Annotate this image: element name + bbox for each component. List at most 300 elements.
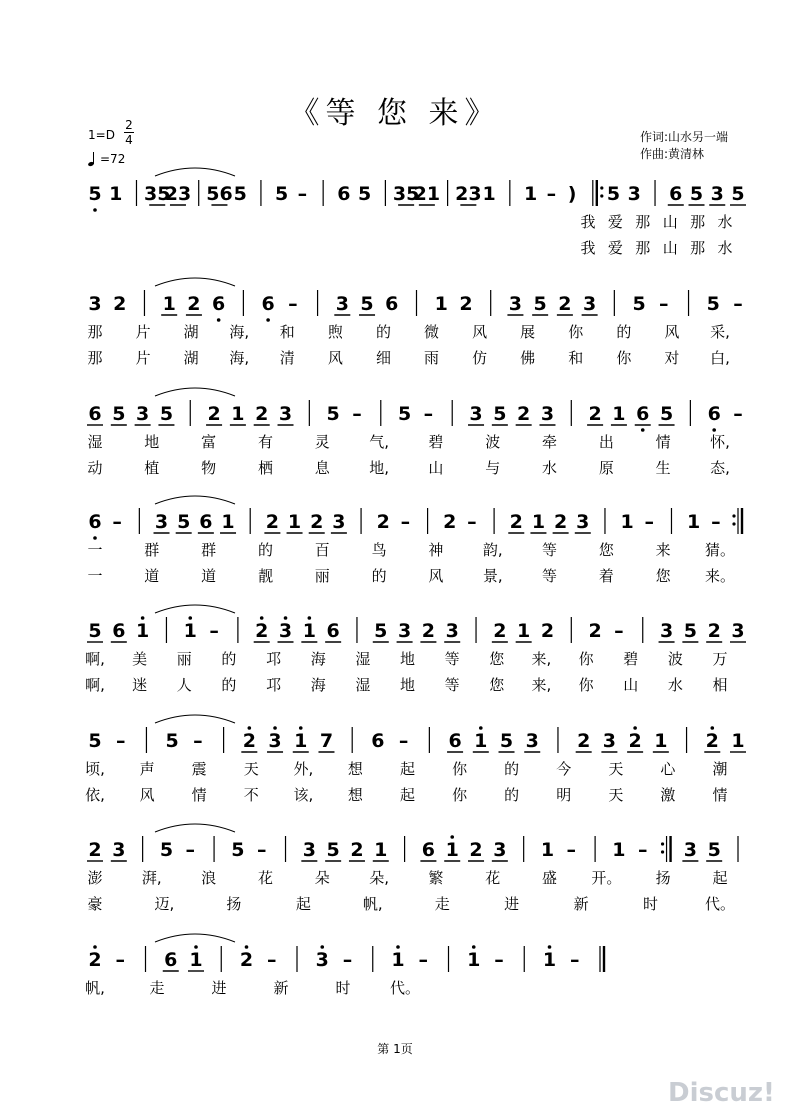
note: 5: [360, 293, 374, 315]
lyric-char: 情: [655, 433, 671, 451]
lyric-char: 细: [375, 349, 391, 367]
note: 1: [162, 293, 176, 315]
note: 2: [459, 293, 473, 315]
lyric-char: 富: [201, 433, 217, 451]
lyric-char: 的: [504, 760, 520, 778]
lyric-char: 一: [87, 541, 103, 559]
lyric-char: 那: [635, 239, 651, 257]
note: 5: [659, 403, 674, 425]
note: 5: [731, 183, 745, 205]
note: 1: [523, 183, 538, 205]
lyric-char: 植: [144, 459, 160, 477]
low-octave-dot: [217, 318, 221, 322]
note: 35: [392, 183, 420, 205]
repeat-dot: [732, 514, 735, 517]
lyric-char: 原: [598, 459, 614, 477]
high-octave-dot: [245, 945, 249, 949]
lyric-char: 时: [643, 895, 659, 913]
note: 6: [164, 949, 178, 971]
note: 2: [554, 511, 568, 533]
dash-note: –: [115, 949, 125, 971]
lyric-char: 你: [452, 786, 468, 804]
repeat-dot: [600, 194, 603, 197]
dash-note: –: [644, 511, 655, 533]
low-octave-dot: [712, 428, 716, 432]
lyric-char: 代。: [389, 979, 421, 997]
note: 2: [540, 620, 555, 642]
slur-arc: [155, 168, 235, 176]
lyric-char: 朵: [314, 869, 330, 887]
lyric-char: 等: [444, 676, 460, 694]
note: 3: [397, 620, 412, 642]
lyric-char: 态,: [710, 459, 730, 477]
note: 3: [136, 403, 150, 425]
lyric-char: 繁: [428, 869, 444, 887]
lyric-char: 山: [662, 239, 678, 257]
note: 1: [687, 511, 701, 533]
lyric-char: 牵: [542, 433, 558, 451]
lyric-char: 出: [598, 433, 614, 451]
note: 1: [474, 730, 488, 752]
note: 3: [469, 403, 483, 425]
note: 1: [540, 839, 555, 861]
slur-arc: [155, 824, 235, 832]
note: 3: [112, 839, 126, 861]
lyric-char: 仿: [472, 349, 488, 367]
note: 1: [654, 730, 668, 752]
dash-note: –: [659, 293, 669, 315]
high-octave-dot: [633, 726, 637, 730]
lyric-char: 想: [347, 760, 363, 778]
repeat-dot: [661, 842, 664, 845]
lyric-char: 啊,: [85, 650, 105, 668]
note: 1: [221, 511, 235, 533]
lyric-char: 韵,: [482, 541, 503, 559]
note: 2: [421, 620, 436, 642]
lyric-char: 湿: [355, 650, 371, 668]
lyric-char: 激: [660, 786, 676, 804]
lyric-char: 你: [578, 650, 594, 668]
dash-note: –: [352, 403, 362, 425]
lyric-char: 栖: [257, 459, 273, 477]
high-octave-dot: [299, 726, 303, 730]
lyric-char: 邛: [266, 676, 282, 694]
lyric-char: 朵,: [369, 869, 389, 887]
lyric-char: 澎: [87, 869, 103, 887]
dash-note: –: [733, 293, 743, 315]
note: 2: [588, 403, 602, 425]
lyric-char: 帆,: [362, 895, 383, 913]
note: 3: [731, 620, 745, 642]
note: 3: [88, 293, 102, 315]
note: 6: [636, 403, 650, 425]
dash-note: –: [467, 511, 477, 533]
note: 2: [242, 730, 256, 752]
lyric-char: 扬: [655, 869, 671, 887]
lyric-char: 等: [542, 541, 558, 559]
lyric-char: 片: [135, 349, 151, 367]
dash-note: –: [546, 183, 557, 205]
note: 23: [455, 183, 482, 205]
page-number: 第 1页: [377, 1042, 413, 1056]
note: 2: [509, 511, 523, 533]
slur-arc: [155, 496, 235, 504]
note: 2: [628, 730, 642, 752]
lyric-char: 万: [712, 650, 728, 668]
note: 3: [445, 620, 459, 642]
note: 5: [397, 403, 412, 425]
lyric-char: 声: [139, 760, 155, 778]
note: 2: [88, 949, 102, 971]
note: 35: [143, 183, 171, 205]
note: 2: [469, 839, 483, 861]
note: 1: [294, 730, 308, 752]
lyric-char: 天: [608, 760, 624, 778]
lyric-char: 风: [428, 567, 444, 585]
note: 5: [159, 403, 174, 425]
lyric-char: 风: [139, 786, 155, 804]
watermark-logo: Discuz!: [668, 1078, 775, 1108]
note: 6: [199, 511, 213, 533]
dash-note: –: [494, 949, 504, 971]
lyric-char: 湖: [183, 349, 199, 367]
lyric-char: 湿: [355, 676, 371, 694]
lyric-char: 新: [573, 895, 589, 913]
lyric-char: 山: [623, 676, 639, 694]
note: 5: [233, 183, 247, 205]
note: 5: [326, 403, 340, 425]
note: 3: [683, 839, 697, 861]
high-octave-dot: [450, 835, 454, 839]
note: 2: [705, 730, 719, 752]
lyric-char: 着: [598, 567, 614, 585]
lyric-char: 的: [504, 786, 520, 804]
lyric-char: 碧: [623, 650, 639, 668]
note: 3: [582, 293, 597, 315]
note: 5: [632, 293, 646, 315]
note: 1: [531, 511, 546, 533]
lyric-char: 的: [375, 323, 391, 341]
lyric-char: 来,: [531, 650, 552, 668]
lyric-char: 天: [608, 786, 624, 804]
composer-credit: 作曲:黄清林: [640, 147, 705, 161]
lyric-char: 你: [568, 323, 584, 341]
lyric-char: 海: [310, 650, 326, 668]
key-signature: 1=D: [88, 128, 115, 142]
lyric-char: 潮: [712, 760, 728, 778]
lyric-char: 水: [717, 213, 733, 231]
lyric-char: 百: [314, 541, 330, 559]
note: 6: [707, 403, 721, 425]
lyric-char: 海,: [229, 349, 250, 367]
lyric-char: 景,: [482, 567, 503, 585]
note: 2: [558, 293, 572, 315]
lyric-char: 来。: [704, 567, 736, 585]
repeat-dot: [661, 850, 664, 853]
note: 5: [159, 839, 174, 861]
song-title: 《等 您 来》: [289, 96, 501, 131]
lyric-char: 起: [399, 760, 416, 778]
note: 3: [278, 620, 293, 642]
dash-note: –: [637, 839, 648, 861]
high-octave-dot: [479, 726, 483, 730]
low-octave-dot: [266, 318, 270, 322]
repeat-dot: [732, 522, 735, 525]
note: 1: [231, 403, 245, 425]
lyric-char: 你: [452, 760, 468, 778]
high-octave-dot: [284, 616, 288, 620]
lyric-char: 海: [310, 676, 326, 694]
note: 6: [385, 293, 399, 315]
dash-note: –: [400, 511, 411, 533]
note: ): [567, 183, 577, 205]
lyric-char: 地: [399, 676, 416, 694]
lyric-char: 迷: [132, 676, 148, 694]
note: 1: [517, 620, 531, 642]
lyric-char: 情: [191, 786, 207, 804]
note: 2: [255, 620, 269, 642]
lyric-char: 进: [504, 895, 520, 913]
lyric-char: 波: [485, 433, 501, 451]
dash-note: –: [423, 403, 434, 425]
lyric-char: 您: [598, 541, 614, 559]
note: 5: [606, 183, 621, 205]
lyric-char: 花: [257, 869, 273, 887]
high-octave-dot: [260, 616, 264, 620]
lyric-char: 道: [201, 567, 217, 585]
lyric-char: 靓: [257, 567, 273, 585]
note: 2: [376, 511, 390, 533]
lyric-char: 啊,: [85, 676, 105, 694]
lyric-char: 震: [191, 760, 207, 778]
lyric-char: 地,: [369, 459, 389, 477]
low-octave-dot: [641, 428, 645, 432]
lyric-char: 那: [87, 349, 103, 367]
note: 5: [533, 293, 547, 315]
lyric-char: 来: [655, 541, 671, 559]
lyric-char: 白,: [710, 349, 730, 367]
high-octave-dot: [248, 726, 252, 730]
lyric-char: 清: [279, 349, 295, 367]
lyric-char: 的: [221, 650, 237, 668]
slur-arc: [155, 278, 235, 286]
note: 1: [542, 949, 557, 971]
lyric-char: 湿: [87, 433, 103, 451]
note: 3: [602, 730, 617, 752]
high-octave-dot: [141, 616, 145, 620]
note: 2: [207, 403, 221, 425]
note: 2: [577, 730, 591, 752]
note: 1: [391, 949, 405, 971]
lyric-char: 来,: [531, 676, 552, 694]
lyric-char: 相: [712, 676, 728, 694]
lyric-char: 新: [273, 979, 289, 997]
note: 2: [239, 949, 254, 971]
lyric-char: 美: [132, 650, 148, 668]
lyric-char: 等: [444, 650, 460, 668]
lyric-char: 和: [279, 323, 295, 341]
high-octave-dot: [188, 616, 192, 620]
note: 5: [706, 293, 720, 315]
lyric-char: 您: [655, 567, 671, 585]
lyric-char: 扬: [226, 895, 242, 913]
dash-note: –: [297, 183, 308, 205]
note: 5: [88, 730, 102, 752]
note: 23: [164, 183, 192, 205]
lyric-char: 与: [485, 459, 501, 477]
lyric-char: 风: [327, 349, 343, 367]
high-octave-dot: [548, 945, 552, 949]
lyric-char: 那: [635, 213, 651, 231]
lyric-char: 地: [144, 433, 160, 451]
lyric-char: 时: [335, 979, 351, 997]
note: 3: [508, 293, 523, 315]
lyric-char: 心: [660, 760, 676, 778]
dash-note: –: [614, 620, 624, 642]
note: 5: [231, 839, 245, 861]
note: 6: [669, 183, 683, 205]
note: 5: [88, 183, 102, 205]
high-octave-dot: [93, 945, 97, 949]
lyric-char: 依,: [85, 786, 105, 804]
note: 1: [445, 839, 459, 861]
note: 3: [332, 511, 346, 533]
note: 5: [275, 183, 289, 205]
note: 2: [707, 620, 721, 642]
dash-note: –: [185, 839, 196, 861]
lyric-char: 进: [211, 979, 227, 997]
dash-note: –: [256, 839, 267, 861]
lyric-char: 人: [176, 676, 192, 694]
lyric-char: 那: [690, 239, 706, 257]
note: 1: [183, 620, 197, 642]
lyric-char: 煦: [327, 323, 343, 341]
lyric-char: 波: [667, 650, 683, 668]
note: 21: [413, 183, 441, 205]
note: 1: [731, 730, 745, 752]
note: 6: [421, 839, 436, 861]
high-octave-dot: [396, 945, 400, 949]
note: 2: [187, 293, 201, 315]
lyric-char: 不: [243, 786, 259, 804]
lyric-char: 山: [662, 213, 678, 231]
time-signature-top: 2: [125, 118, 133, 132]
lyric-char: 我: [580, 213, 596, 231]
dash-note: –: [112, 511, 122, 533]
lyric-char: 息: [314, 459, 330, 477]
lyric-char: 盛: [542, 869, 558, 887]
note: 6: [88, 511, 102, 533]
note: 1: [287, 511, 302, 533]
note: 5: [707, 839, 721, 861]
lyric-char: 水: [717, 239, 733, 257]
note: 2: [265, 511, 279, 533]
note: 6: [212, 293, 226, 315]
lyric-char: 您: [489, 676, 505, 694]
note: 5: [326, 839, 340, 861]
lyric-char: 你: [616, 349, 632, 367]
lyric-char: 你: [578, 676, 594, 694]
note: 5: [165, 730, 179, 752]
lyric-char: 花: [485, 869, 501, 887]
high-octave-dot: [710, 726, 714, 730]
note: 1: [612, 403, 626, 425]
note: 3: [315, 949, 329, 971]
dash-note: –: [267, 949, 277, 971]
slur-arc: [155, 715, 235, 723]
note: 2: [255, 403, 269, 425]
slur-arc: [155, 388, 235, 396]
note: 2: [443, 511, 457, 533]
lyric-char: 海,: [229, 323, 250, 341]
low-octave-dot: [93, 536, 97, 540]
note: 3: [710, 183, 724, 205]
lyric-char: 有: [257, 433, 273, 451]
dash-note: –: [288, 293, 298, 315]
note: 2: [88, 839, 102, 861]
lyric-char: 的: [257, 541, 273, 559]
note: 1: [109, 183, 123, 205]
note: 5: [112, 403, 126, 425]
lyric-char: 起: [712, 869, 728, 887]
note: 3: [627, 183, 641, 205]
lyric-char: 顷,: [85, 760, 105, 778]
lyric-char: 鸟: [371, 541, 387, 559]
lyric-char: 的: [221, 676, 237, 694]
high-octave-dot: [194, 945, 198, 949]
lyric-char: 迈,: [154, 895, 175, 913]
lyric-char: 起: [399, 786, 416, 804]
note: 6: [112, 620, 126, 642]
lyric-char: 浪: [201, 869, 217, 887]
tempo-value: =72: [100, 152, 126, 166]
slur-arc: [155, 934, 235, 942]
lyric-char: 丽: [314, 567, 330, 585]
lyric-char: 明: [556, 786, 572, 804]
note: 1: [467, 949, 481, 971]
note: 3: [335, 293, 349, 315]
note: 6: [88, 403, 102, 425]
dash-note: –: [209, 620, 219, 642]
high-octave-dot: [308, 616, 312, 620]
lyric-char: 碧: [428, 433, 444, 451]
lyric-char: 气,: [369, 433, 389, 451]
lyric-char: 和: [568, 349, 584, 367]
lyric-char: 展: [520, 323, 536, 341]
dash-note: –: [570, 949, 580, 971]
lyric-char: 该,: [293, 786, 314, 804]
note: 5: [177, 511, 191, 533]
note: 5: [499, 730, 514, 752]
lyric-char: 水: [542, 459, 558, 477]
lyric-char: 想: [347, 786, 363, 804]
high-octave-dot: [320, 945, 324, 949]
note: 1: [302, 620, 316, 642]
lyric-char: 群: [144, 541, 160, 559]
note: 2: [493, 620, 507, 642]
note: 2: [588, 620, 602, 642]
lyric-char: 神: [428, 541, 444, 559]
lyric-char: 那: [690, 213, 706, 231]
note: 6: [261, 293, 275, 315]
lyric-char: 天: [243, 760, 259, 778]
note: 3: [525, 730, 539, 752]
lyric-char: 物: [201, 459, 217, 477]
lyric-char: 邛: [266, 650, 282, 668]
lyric-char: 起: [295, 895, 311, 913]
lyric-char: 帆,: [85, 979, 105, 997]
lyric-char: 道: [144, 567, 160, 585]
